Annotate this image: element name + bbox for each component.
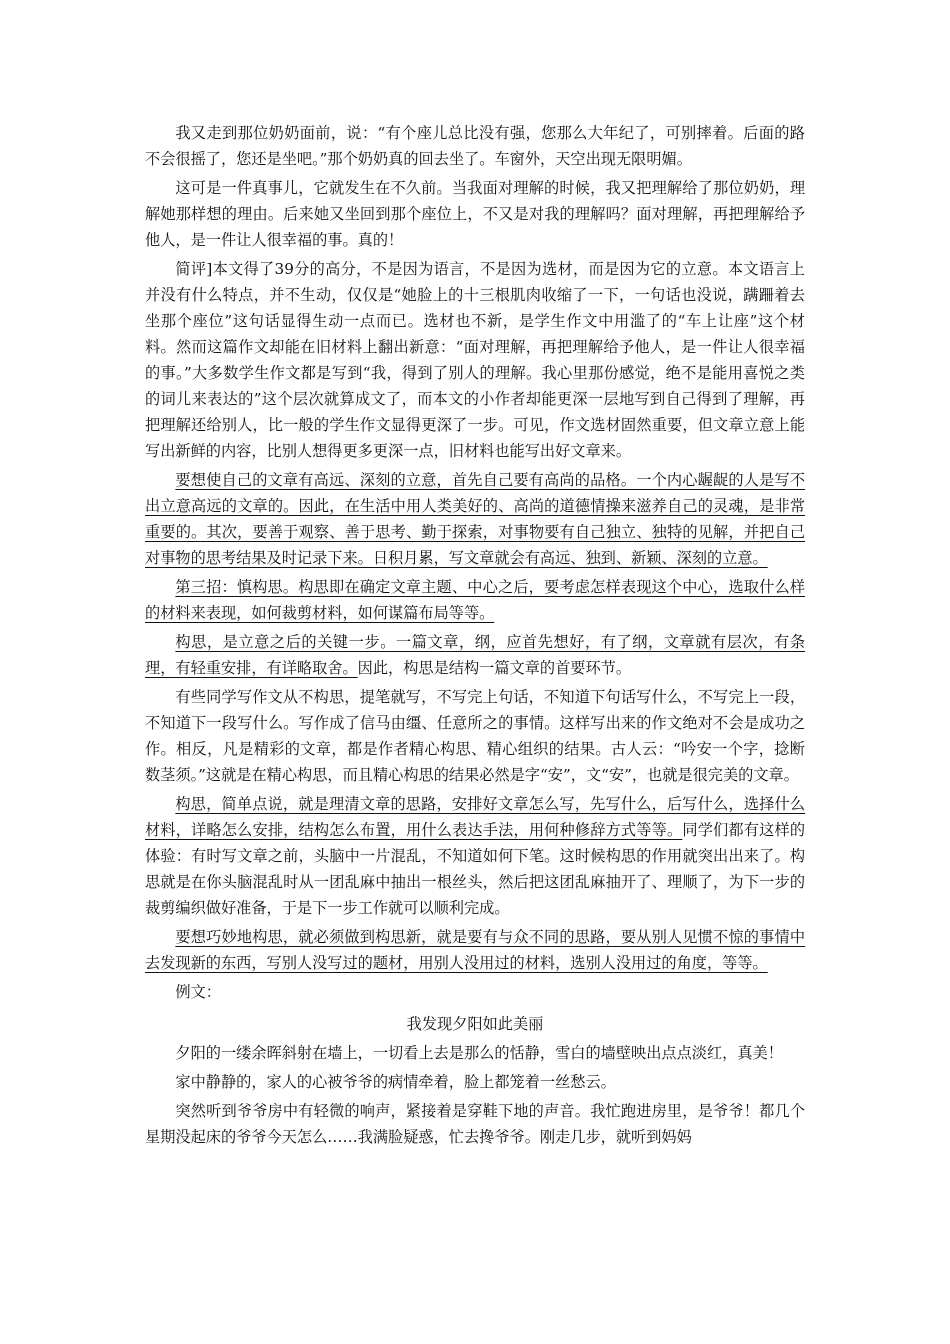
document-page bbox=[145, 120, 805, 1153]
plain-sentence: 同学们都有这样的体验：有时写文章之前，头脑中一片混乱，不知道如何下笔。这时候构思的作用就突出出来了。构思就是在你头脑混乱时从一团乱麻中抽出一根丝头，然后把这团乱麻抽开了、理顺了，为下一步的裁剪编织做好准备，于是下一步工作就可以顺利完成。 bbox=[145, 821, 806, 917]
plain-sentence: 因此，构思是结构一篇文章的首要环节。 bbox=[357, 659, 631, 677]
paragraph-clever-conception: 要想巧妙地构思，就必须做到构思新，就是要有与众不同的思路，要从别人见惯不惊的事情中去发现新的东西，写别人没写过的题材，用别人没用过的材料，选别人没用过的角度，等等。 bbox=[145, 928, 805, 972]
paragraph-brief-review: 简评]本文得了39分的高分，不是因为语言，不是因为选材，而是因为它的立意。本文语言上并没有什么特点，并不生动，仅仅是“她脸上的十三根肌肉收缩了一下，一句话也没说，蹒跚着去坐那个座位”这句话显得生动一点而已。选材也不新，是学生作文中用滥了的“车上让座”这个材料。然而这篇作文却能在旧材料上翻出新意：“面对理解，再把理解给予他人，是一件让人很幸福的事。”大多数学生作文都是写到“我，得到了别人的理解。我心里那份感觉，绝不是能用喜悦之类的词儿来表达的”这个层次就算成文了，而本文的小作者却能更深一层地写到自己得到了理解，再把理解还给别人，比一般的学生作文显得更深了一步。可见，作文选材固然重要，但文章立意上能写出新鲜的内容，比别人想得更多更深一点，旧材料也能写出好文章来。 bbox=[145, 260, 805, 460]
example-essay-title: 我发现夕阳如此美丽 bbox=[406, 1015, 544, 1033]
paragraph-story-ending: 我又走到那位奶奶面前，说：“有个座儿总比没有强，您那么大年纪了，可别摔着。后面的路不会很摇了，您还是坐吧。”那个奶奶真的回去坐了。车窗外，天空出现无限明媚。 bbox=[145, 124, 805, 168]
underlined-sentence: 构思，是立意之后的关键一步。一篇文章，纲，应首先想好，有了纲，文章就有层次，有条理，有轻重安排，有详略取舍。 bbox=[145, 633, 805, 677]
paragraph-grandpa-gets-up: 突然听到爷爷房中有轻微的响声，紧接着是穿鞋下地的声音。我忙跑进房里，是爷爷！都几个星期没起床的爷爷今天怎么……我满脸疑惑，忙去搀爷爷。刚走几步，就听到妈妈 bbox=[145, 1102, 805, 1146]
paragraph-conception-key-step bbox=[145, 629, 805, 681]
paragraph-third-tip-heading: 第三招：慎构思。构思即在确定文章主题、中心之后，要考虑怎样表现这个中心，选取什么样的材料来表现，如何裁剪材料，如何谋篇布局等等。 bbox=[145, 578, 805, 622]
paragraph-lofty-theme-advice: 要想使自己的文章有高远、深刻的立意，首先自己要有高尚的品格。一个内心龌龊的人是写不出立意高远的文章的。因此，在生活中用人类美好的、高尚的道德情操来滋养自己的灵魂，是非常重要的。其次，要善于观察、善于思考、勤于探索，对事物要有自己独立、独特的见解，并把自己对事物的思考结果及时记录下来。日积月累，写文章就会有高远、独到、新颖、深刻的立意。 bbox=[145, 471, 805, 567]
paragraph-story-reflection: 这可是一件真事儿，它就发生在不久前。当我面对理解的时候，我又把理解给了那位奶奶，理解她那样想的理由。后来她又坐回到那个座位上，不又是对我的理解吗？面对理解，再把理解给予他人，是一件让人很幸福的事。真的！ bbox=[145, 179, 805, 249]
paragraph-sunset-scene: 夕阳的一缕余晖斜射在墙上，一切看上去是那么的恬静，雪白的墙壁映出点点淡红，真美！ bbox=[175, 1044, 783, 1062]
example-label: 例文： bbox=[175, 983, 221, 1001]
paragraph-conception-definition bbox=[145, 791, 805, 921]
underlined-sentence: 构思，简单点说，就是理清文章的思路，安排好文章怎么写，先写什么，后写什么，选择什么材料，详略怎么安排，结构怎么布置，用什么表达手法，用何种修辞方式等等。 bbox=[145, 795, 805, 839]
paragraph-no-planning-problem: 有些同学写作文从不构思，提笔就写，不写完上句话，不知道下句话写什么，不写完上一段，不知道下一段写什么。写作成了信马由缰、任意所之的事情。这样写出来的作文绝对不会是成功之作。相反，凡是精彩的文章，都是作者精心构思、精心组织的结果。古人云：“吟安一个字，捻断数茎须。”这就是在精心构思，而且精心构思的结果必然是字“安”，文“安”，也就是很完美的文章。 bbox=[145, 688, 805, 784]
paragraph-family-worry: 家中静静的，家人的心被爷爷的病情牵着，脸上都笼着一丝愁云。 bbox=[175, 1073, 616, 1091]
